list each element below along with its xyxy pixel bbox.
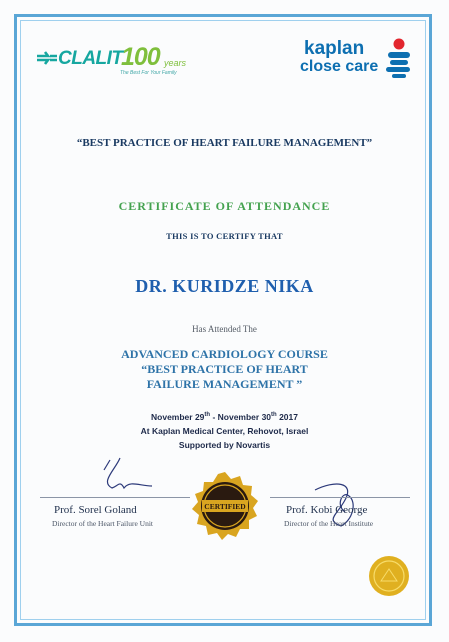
signer-right-name: Prof. Kobi George bbox=[286, 504, 368, 516]
signature-left-scribble bbox=[90, 450, 200, 500]
clalit-arrows-icon bbox=[36, 50, 58, 66]
gold-seal-icon bbox=[368, 555, 410, 597]
kaplan-line2: close care bbox=[300, 58, 379, 75]
clalit-name: CLALIT bbox=[58, 48, 123, 69]
gold-seal bbox=[368, 555, 410, 597]
signature-right-scribble bbox=[305, 460, 395, 540]
seal-text: CERTIFIED bbox=[204, 502, 246, 511]
clalit-tagline: The Best For Your Family bbox=[120, 70, 177, 76]
attended-line: Has Attended The bbox=[192, 324, 257, 334]
date-start: November 29 bbox=[151, 412, 205, 422]
signature-line-left bbox=[40, 497, 190, 498]
signer-left-title: Director of the Heart Failure Unit bbox=[52, 519, 154, 528]
date-end: - November 30 bbox=[210, 412, 272, 422]
signature-left bbox=[40, 450, 200, 540]
kaplan-line1: kaplan bbox=[304, 38, 365, 59]
date-year: 2017 bbox=[276, 412, 298, 422]
certified-seal bbox=[190, 470, 260, 548]
signature-right bbox=[270, 450, 420, 540]
clalit-years: years bbox=[164, 58, 187, 68]
certified-seal-icon bbox=[190, 470, 260, 548]
course-title-top: “BEST PRACTICE OF HEART FAILURE MANAGEMENT” bbox=[76, 137, 373, 149]
clalit-logo bbox=[36, 45, 196, 81]
event-support: Supported by Novartis bbox=[178, 440, 271, 450]
course-line-2: “BEST PRACTICE OF HEART bbox=[141, 362, 308, 376]
kaplan-logo bbox=[300, 38, 420, 82]
signer-right-title: Director of the Heart Institute bbox=[284, 519, 374, 528]
date-start-suffix: th bbox=[204, 412, 211, 419]
certificate-title: CERTIFICATE OF ATTENDANCE bbox=[118, 199, 331, 213]
clalit-100: 100 bbox=[121, 43, 160, 71]
event-location: At Kaplan Medical Center, Rehovot, Israel bbox=[140, 426, 309, 436]
certify-line: THIS IS TO CERTIFY THAT bbox=[166, 231, 283, 241]
course-line-1: ADVANCED CARDIOLOGY COURSE bbox=[121, 347, 328, 361]
recipient-name: DR. KURIDZE NIKA bbox=[135, 276, 314, 296]
signer-left-name: Prof. Sorel Goland bbox=[54, 504, 137, 516]
kaplan-person-icon bbox=[386, 38, 412, 80]
date-end-suffix: th bbox=[271, 412, 277, 419]
event-dates bbox=[0, 412, 449, 422]
signature-line-right bbox=[270, 497, 410, 498]
course-line-3: FAILURE MANAGEMENT ” bbox=[146, 377, 303, 391]
